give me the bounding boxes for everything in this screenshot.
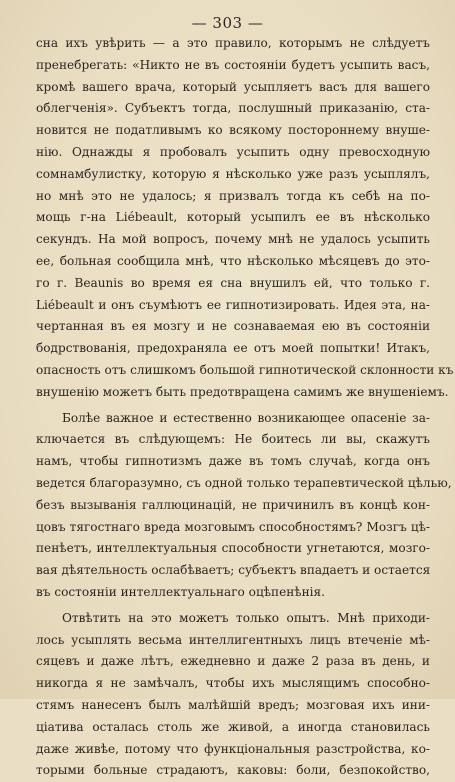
- paragraph-3: [36, 608, 430, 782]
- text-line: въ состоянiи интеллектуальнаго оцѣпенѣнiя.: [36, 584, 325, 599]
- text-line: сомнамбулистку, которую я нѣсколько уже разъ усыплялъ,: [36, 166, 430, 181]
- text-line: лось усыплять весьма интеллигентныхъ лицъ втеченiе мѣ-: [36, 632, 430, 647]
- text-line: новится не податливымъ ко всякому постороннему внуше-: [36, 123, 430, 138]
- text-line: ведется благоразумно, съ одной только терапевтической цѣлью,: [36, 475, 452, 490]
- page-text: [36, 33, 454, 782]
- text-line: пенѣетъ, интеллектуальныя способности угнетаются, мозго-: [36, 541, 430, 556]
- text-line: опасность отъ слишкомъ большой гипнотической склонности къ: [36, 362, 454, 377]
- paragraph-2: [36, 408, 452, 604]
- text-line: вая дѣятельность ослабѣваетъ; субъектъ впадаетъ и остается: [36, 563, 431, 578]
- text-line: чертанная въ ея мозгу и не сознаваемая ею въ состоянiи: [36, 319, 430, 334]
- text-line: ее, больная сообщила мнѣ, что нѣсколько мѣсяцевъ до это-: [36, 253, 430, 268]
- text-line: Отвѣтить на это можетъ только опытъ. Мнѣ приходи-: [62, 610, 430, 625]
- text-line: Болѣе важное и естественно возникающее опасенiе за-: [62, 410, 430, 425]
- text-line: секундъ. На мой вопросъ, почему мнѣ не удалось усыпить: [36, 232, 430, 247]
- paragraph-1: [36, 33, 454, 404]
- text-line: кромѣ вашего врача, который усыпляетъ васъ для вашего: [36, 79, 430, 94]
- text-line: безъ вызыванiя галлюцинацiй, не причинилъ въ концѣ кон-: [36, 497, 430, 512]
- text-line: мощь г-на Liébeault, который усыпилъ ее въ нѣсколько: [36, 210, 430, 225]
- text-line: Liébeault и онъ съумѣютъ ее гипнотизировать. Идея эта, на-: [36, 297, 430, 312]
- text-line: сна ихъ увѣрить — а это правило, которымъ не слѣдуетъ: [36, 36, 430, 50]
- text-line: ключается въ слѣдующемъ: Не боитесь ли вы, скажутъ: [36, 432, 430, 447]
- text-line: го г. Beaunis во время ея сна внушилъ ей, что только г.: [36, 275, 430, 290]
- text-line: стямъ нанесенъ былъ малѣйшiй вредъ; мозговая ихъ ини-: [36, 697, 430, 712]
- text-line: даже живѣе, потому что функцiональныя разстройства, ко-: [36, 741, 430, 756]
- text-line: торыми больные страдаютъ, каковы: боли, безпокойство,: [36, 763, 430, 778]
- text-line: облегченiя». Субъектъ тогда, послушный приказанiю, ста-: [36, 101, 430, 116]
- text-line: сяцевъ и даже лѣтъ, ежедневно и даже 2 раза въ день, и: [36, 654, 430, 669]
- text-line: никогда я не замѣчалъ, чтобы ихъ мыслящимъ способно-: [36, 676, 430, 691]
- text-line: цовъ тягостнаго вреда мозговымъ способностямъ? Мозгъ цѣ-: [36, 519, 430, 534]
- page-number: — 303 —: [191, 14, 264, 32]
- text-line: пренебрегать: «Никто не въ состоянiи будетъ усыпить васъ,: [36, 57, 430, 72]
- text-line: но мнѣ это не удалось; я призвалъ тогда къ себѣ на по-: [36, 188, 430, 203]
- text-line: бодрствованiя, предохраняла ее отъ моей попытки! Итакъ,: [36, 341, 430, 356]
- text-line: намъ, чтобы гипнотизмъ даже въ томъ случаѣ, когда онъ: [36, 454, 430, 469]
- text-line: цiатива осталась столь же живой, а иногда становилась: [36, 719, 430, 734]
- text-line: внушенiю можетъ быть предотвращена самимъ же внушенiемъ.: [36, 384, 449, 399]
- text-line: нiю. Однажды я пробовалъ усыпить одну превосходную: [36, 144, 430, 159]
